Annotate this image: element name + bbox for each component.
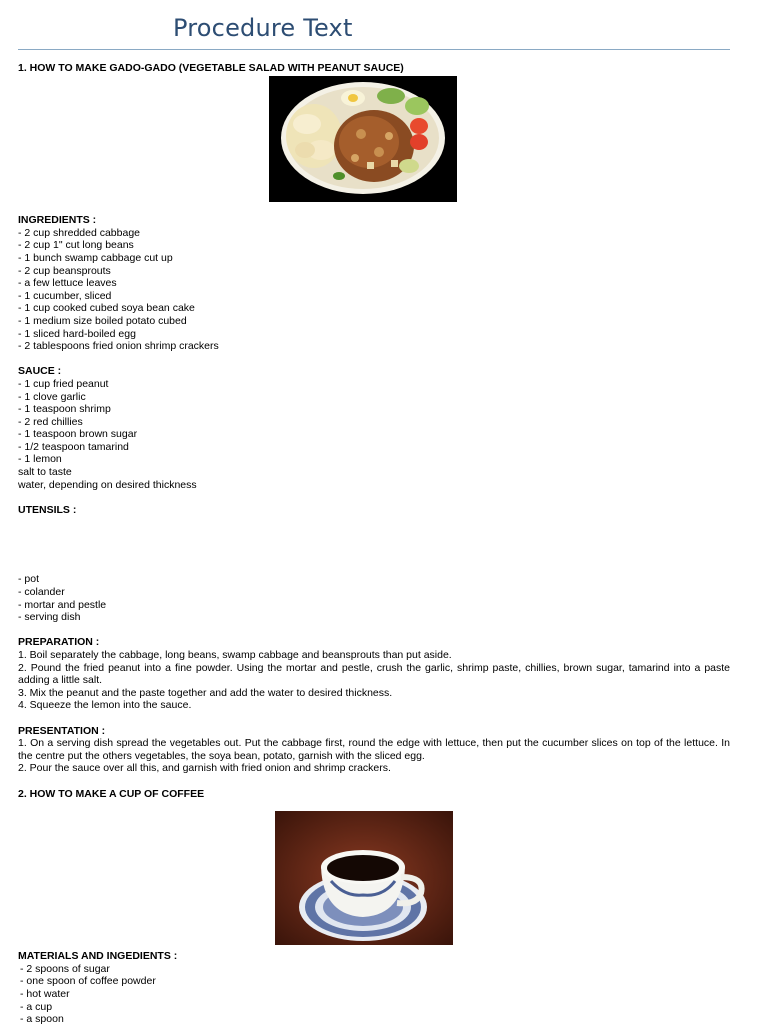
list-item: - a spoon [20,1013,64,1026]
presentation-heading: PRESENTATION : [18,724,106,737]
gado-gado-image-wrap [18,75,730,202]
coffee-image [275,811,453,945]
list-item: - mortar and pestle [18,598,107,611]
preparation-step: 3. Mix the peanut and the paste together and add the water to desired thickness. [18,686,393,699]
preparation-step: 1. Boil separately the cabbage, long beans, swamp cabbage and beansprouts than put aside. [18,649,452,661]
list-item: water, depending on desired thickness [18,478,197,491]
sauce-heading: SAUCE : [18,365,62,378]
list-item: - pot [18,573,40,586]
list-item: - 2 tablespoons fried onion shrimp crackers [18,340,219,353]
preparation-step: 4. Squeeze the lemon into the sauce. [18,699,192,712]
list-item: - 1 clove garlic [18,390,86,403]
utensils-spacer [18,516,730,573]
sauce-list [18,378,730,491]
materials-list [18,963,730,1026]
list-item: - 1 cup cooked cubed soya bean cake [18,302,195,315]
list-item: - serving dish [18,611,81,624]
materials-heading: MATERIALS AND INGEDIENTS : [18,950,178,963]
list-item: - hot water [20,987,70,1000]
list-item: - 1 bunch swamp cabbage cut up [18,251,173,264]
list-item: - 1 teaspoon shrimp [18,403,111,416]
presentation-step: 2. Pour the sauce over all this, and garnish with fried onion and shrimp crackers. [18,762,391,775]
list-item: - a cup [20,1000,53,1013]
list-item: - 2 cup shredded cabbage [18,226,141,239]
gado-gado-image [269,76,457,202]
utensils-heading: UTENSILS : [18,503,77,516]
list-item: - 2 red chillies [18,415,83,428]
list-item: - 1 medium size boiled potato cubed [18,314,187,327]
list-item: - 2 spoons of sugar [20,962,110,975]
list-item: - 1/2 teaspoon tamarind [18,440,129,453]
coffee-image-wrap [18,811,730,945]
ingredients-heading: INGREDIENTS : [18,214,97,227]
preparation-step: 2. Pound the fried peanut into a fine powder. Using the mortar and pestle, crush the garlic, shrimp paste, chillies, brown sugar, tamarind into a paste adding a little salt. [18,661,730,687]
list-item: - 2 cup 1" cut long beans [18,239,134,252]
list-item: salt to taste [18,466,72,479]
title-divider [18,49,730,50]
list-item: - 1 teaspoon brown sugar [18,428,138,441]
presentation-step: 1. On a serving dish spread the vegetables out. Put the cabbage first, round the edge with lettuce, then put the cucumber slices on top of the lettuce. In the centre put the others vegetables, the soya bean, potato, garnish with the sliced egg. [18,737,730,762]
list-item: - 2 cup beansprouts [18,264,111,277]
list-item: - a few lettuce leaves [18,277,117,290]
page-title: Procedure Text [173,14,353,42]
recipe2-heading: 2. HOW TO MAKE A CUP OF COFFEE [18,787,205,800]
recipe1-heading: 1. HOW TO MAKE GADO-GADO (VEGETABLE SALAD WITH PEANUT SAUCE) [18,62,404,74]
list-item: - 1 cucumber, sliced [18,289,112,302]
ingredients-list [18,227,730,353]
list-item: - 1 sliced hard-boiled egg [18,327,136,340]
list-item: - 1 cup fried peanut [18,377,109,390]
document-body [18,62,730,1026]
list-item: - colander [18,586,65,599]
list-item: - 1 lemon [18,453,62,466]
utensils-list [18,573,730,623]
preparation-heading: PREPARATION : [18,636,100,649]
list-item: - one spoon of coffee powder [20,975,156,988]
